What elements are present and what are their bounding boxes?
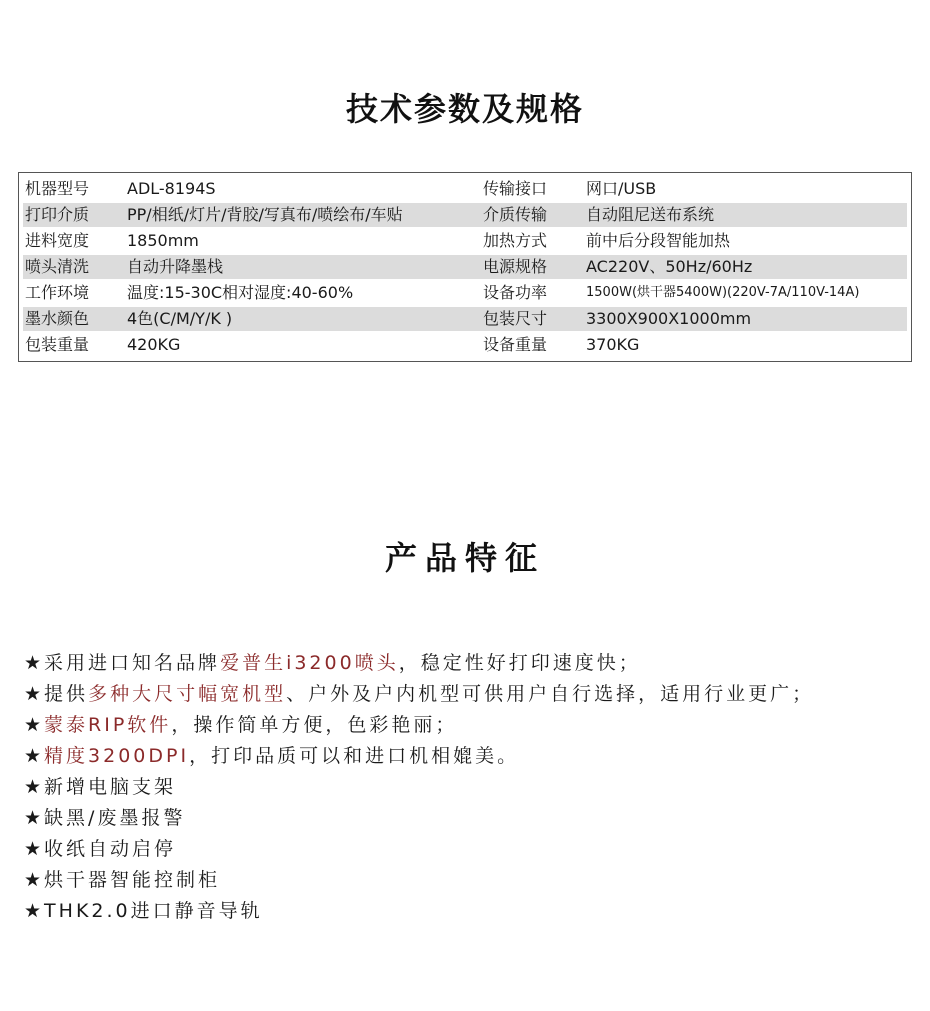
- feature-highlight: 多种大尺寸幅宽机型: [88, 683, 287, 705]
- star-icon: ★: [24, 838, 45, 860]
- spec-row: [23, 281, 907, 305]
- spec-value: 1850mm: [127, 231, 199, 250]
- star-icon: ★: [24, 776, 45, 798]
- spec-value: 自动阻尼送布系统: [586, 205, 715, 224]
- star-icon: ★: [24, 807, 45, 829]
- star-icon: ★: [24, 900, 45, 922]
- spec-label: 进料宽度: [25, 231, 90, 250]
- spec-value: 370KG: [586, 335, 640, 354]
- spec-row: [23, 177, 907, 201]
- spec-label: 打印介质: [25, 205, 90, 224]
- feature-text: 烘干器智能控制柜: [44, 869, 221, 891]
- spec-value: 4色(C/M/Y/K ): [127, 309, 233, 328]
- spec-label: 设备功率: [483, 283, 548, 302]
- star-icon: ★: [24, 683, 45, 705]
- spec-value: 网口/USB: [586, 179, 657, 198]
- spec-value: 自动升降墨栈: [127, 257, 224, 276]
- feature-highlight: 精度3200DPI: [44, 745, 190, 767]
- spec-row: [23, 203, 907, 227]
- spec-section-title: 技术参数及规格: [345, 90, 584, 128]
- spec-label: 喷头清洗: [25, 257, 90, 276]
- feature-item: [24, 896, 914, 927]
- feature-item: [24, 710, 914, 741]
- spec-value: AC220V、50Hz/60Hz: [586, 257, 753, 276]
- feature-text: 缺黑/废墨报警: [44, 807, 186, 829]
- spec-value: 温度:15-30C相对湿度:40-60%: [127, 283, 354, 302]
- feature-item: [24, 865, 914, 896]
- feature-text: 提供: [44, 683, 89, 705]
- spec-label: 加热方式: [483, 231, 548, 250]
- spec-value: 前中后分段智能加热: [586, 231, 731, 250]
- feature-item: [24, 679, 914, 710]
- spec-label: 机器型号: [25, 179, 90, 198]
- features-section-title: 产品特征: [384, 539, 545, 577]
- spec-value: ADL-8194S: [127, 179, 216, 198]
- feature-item: [24, 648, 914, 679]
- feature-text: ，操作简单方便，色彩艳丽；: [171, 714, 458, 736]
- spec-label: 包装尺寸: [483, 309, 548, 328]
- spec-row: [23, 229, 907, 253]
- spec-label: 电源规格: [483, 257, 548, 276]
- spec-label: 工作环境: [25, 283, 90, 302]
- spec-value: 1500W(烘干器5400W)(220V-7A/110V-14A): [586, 285, 860, 300]
- spec-value: 3300X900X1000mm: [586, 309, 752, 328]
- spec-row: [23, 255, 907, 279]
- feature-text: 采用进口知名品牌: [44, 652, 221, 674]
- star-icon: ★: [24, 652, 45, 674]
- feature-highlight: 蒙泰RIP软件: [44, 714, 172, 736]
- feature-text: 新增电脑支架: [44, 776, 177, 798]
- star-icon: ★: [24, 869, 45, 891]
- star-icon: ★: [24, 745, 45, 767]
- feature-item: [24, 772, 914, 803]
- feature-list: [24, 648, 914, 927]
- spec-row: [23, 307, 907, 331]
- feature-text: 收纸自动启停: [44, 838, 177, 860]
- spec-table: [18, 172, 912, 362]
- spec-label: 设备重量: [483, 335, 548, 354]
- feature-text: ，打印品质可以和进口机相媲美。: [189, 745, 520, 767]
- spec-label: 包装重量: [25, 335, 90, 354]
- feature-item: [24, 803, 914, 834]
- spec-label: 传输接口: [483, 179, 548, 198]
- feature-item: [24, 834, 914, 865]
- feature-highlight: 爱普生i3200喷头: [220, 652, 399, 674]
- spec-value: 420KG: [127, 335, 181, 354]
- feature-text: 、户外及户内机型可供用户自行选择，适用行业更广；: [286, 683, 815, 705]
- spec-label: 介质传输: [483, 205, 548, 224]
- spec-value: PP/相纸/灯片/背胶/写真布/喷绘布/车贴: [127, 205, 403, 224]
- feature-text: ，稳定性好打印速度快；: [398, 652, 641, 674]
- spec-label: 墨水颜色: [25, 309, 90, 328]
- feature-item: [24, 741, 914, 772]
- spec-row: [23, 333, 907, 357]
- feature-text: THK2.0进口静音导轨: [44, 900, 263, 922]
- star-icon: ★: [24, 714, 45, 736]
